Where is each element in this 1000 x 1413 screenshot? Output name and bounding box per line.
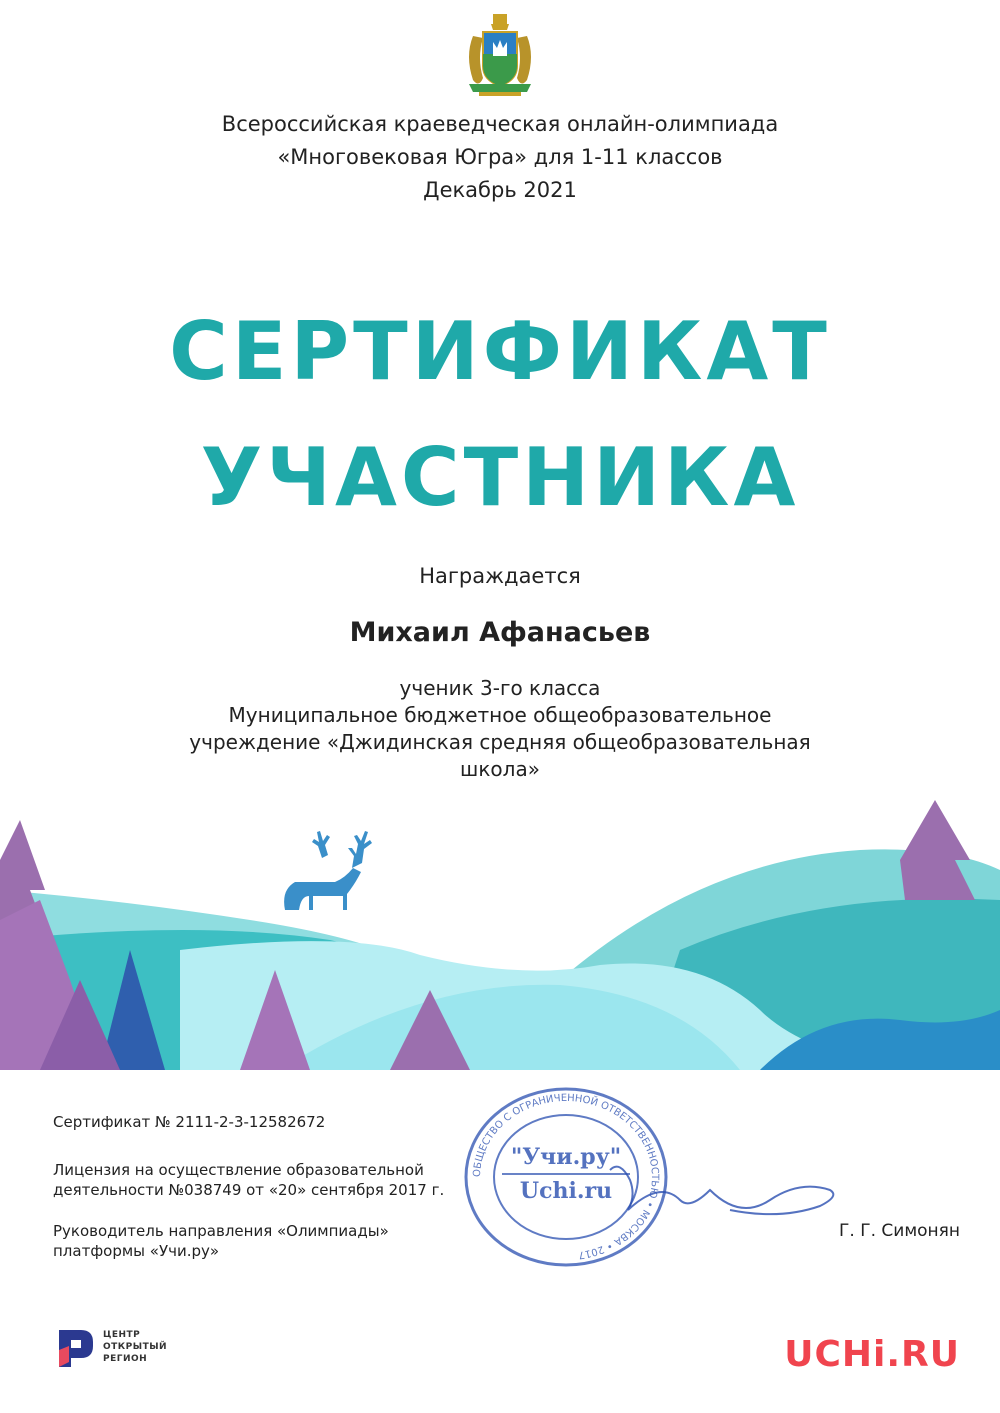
recipient-name: Михаил Афанасьев — [349, 617, 651, 648]
school-line-2: учреждение «Джидинская средняя общеобразовательная — [189, 730, 811, 754]
certificate-title-line-2: УЧАСТНИКА — [200, 431, 800, 524]
header-line-3: Декабрь 2021 — [423, 178, 577, 202]
certificate-number: Сертификат № 2111-2-3-12582672 — [53, 1113, 326, 1131]
ocr-line-3: РЕГИОН — [103, 1354, 148, 1364]
header-line-1: Всероссийская краеведческая онлайн-олимпиада — [221, 112, 779, 136]
awarded-label: Награждается — [419, 564, 581, 588]
header-line-2: «Многовековая Югра» для 1-11 классов — [277, 145, 723, 169]
open-region-logo-icon — [53, 1326, 98, 1371]
uchi-ru-logo: UCHi.RU — [784, 1334, 960, 1375]
director-line-2: платформы «Учи.ру» — [53, 1242, 220, 1260]
recipient-grade: ученик 3-го класса — [399, 676, 601, 700]
ocr-line-2: ОТКРЫТЫЙ — [103, 1342, 168, 1352]
director-title — [53, 1221, 389, 1261]
signer-name: Г. Г. Симонян — [839, 1221, 960, 1241]
stamp-text-top: "Учи.ру" — [510, 1144, 622, 1170]
certificate-title-line-1: СЕРТИФИКАТ — [169, 305, 831, 398]
stamp-ring-text: ОБЩЕСТВО С ОГРАНИЧЕННОЙ ОТВЕТСТВЕННОСТЬЮ • МОСКВА • 2017 — [471, 1092, 661, 1261]
recipient-details — [150, 675, 850, 783]
license-text — [53, 1160, 444, 1200]
stamp-text-bottom: Uchi.ru — [519, 1178, 613, 1204]
handwritten-signature — [600, 1150, 850, 1250]
license-line-1: Лицензия на осуществление образовательной — [53, 1161, 424, 1179]
ocr-line-1: ЦЕНТР — [103, 1330, 141, 1340]
school-line-1: Муниципальное бюджетное общеобразовательное — [228, 703, 772, 727]
license-line-2: деятельности №038749 от «20» сентября 2017 г. — [53, 1181, 445, 1199]
landscape-illustration — [0, 780, 1000, 1070]
director-line-1: Руководитель направления «Олимпиады» — [53, 1222, 389, 1240]
school-line-3: школа» — [460, 757, 540, 781]
olympiad-header — [0, 108, 1000, 207]
open-region-logo-text — [103, 1329, 167, 1365]
coat-of-arms-icon — [455, 12, 545, 98]
